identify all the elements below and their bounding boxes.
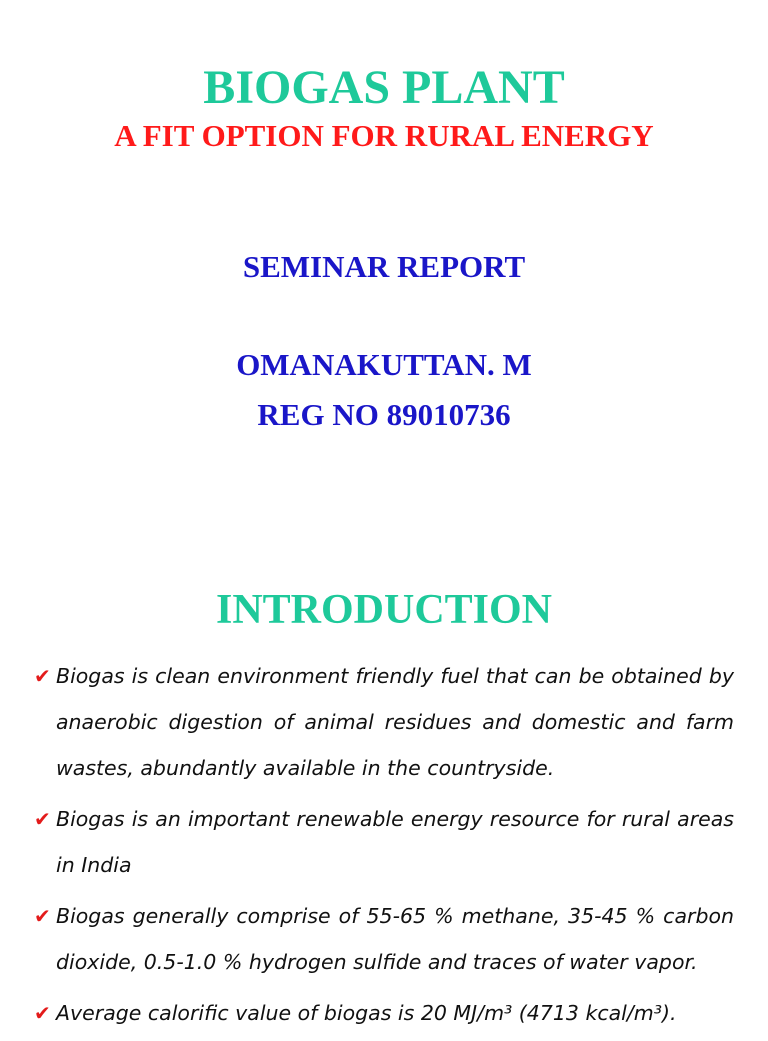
check-icon: ✔ — [34, 904, 51, 928]
bullet-text: Biogas is an important renewable energy resource for rural areas in India — [56, 807, 734, 877]
introduction-bullet-list — [34, 653, 734, 1041]
introduction-heading: INTRODUCTION — [215, 587, 553, 633]
check-icon: ✔ — [34, 807, 51, 831]
registration-number: REG NO 89010736 — [257, 397, 511, 432]
check-icon: ✔ — [34, 1001, 51, 1025]
list-item — [34, 653, 734, 791]
page-subtitle: A FIT OPTION FOR RURAL ENERGY — [114, 118, 654, 153]
list-item — [34, 893, 734, 985]
bullet-text: Average calorific value of biogas is 20 MJ/m³ (4713 kcal/m³). — [56, 1001, 677, 1025]
author-name: OMANAKUTTAN. M — [236, 347, 532, 382]
bullet-text: Biogas generally comprise of 55-65 % methane, 35-45 % carbon dioxide, 0.5-1.0 % hydrogen sulfide and traces of water vapor. — [56, 904, 734, 974]
bullet-text: Biogas is clean environment friendly fuel that can be obtained by anaerobic digestion of animal residues and domestic and farm wastes, abundantly available in the countryside. — [56, 664, 734, 780]
list-item — [34, 796, 734, 888]
seminar-report-label: SEMINAR REPORT — [242, 249, 526, 284]
check-icon: ✔ — [34, 664, 51, 688]
page-title: BIOGAS PLANT — [203, 61, 565, 114]
list-item — [34, 990, 734, 1036]
